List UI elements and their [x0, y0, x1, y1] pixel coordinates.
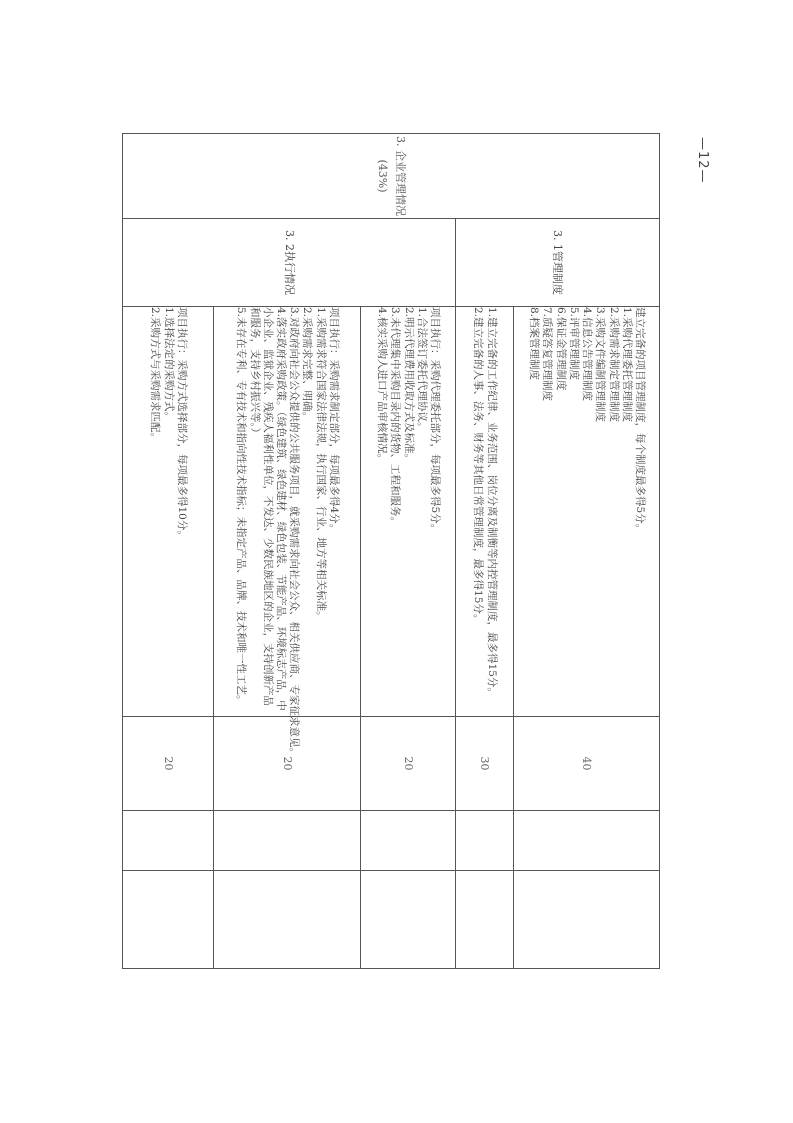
- blank-cell: [456, 871, 514, 969]
- blank-cell: [123, 871, 214, 969]
- content-line: 3.对政府向社会公众提供的公共服务项目，就采购需求向社会公众、相关供应商、专家征求意见。: [288, 307, 301, 759]
- content-line: 项目执行：采购需求制定部分，每项最多得4分。: [327, 307, 340, 535]
- content-line: 3.未代理集中采购目录内的货物、工程和服务。: [389, 307, 402, 528]
- sub-category-cell: [123, 219, 456, 307]
- score-cell: [514, 717, 660, 811]
- category-label: 3. 企业管理情况(43%): [376, 136, 407, 216]
- content-cell: [361, 307, 456, 717]
- category-cell: [123, 134, 660, 219]
- sub-category-cell: [456, 219, 660, 307]
- content-line: 1.选择法定的采购方式。: [162, 307, 175, 423]
- content-line: 2.采购需求完整、明确。: [301, 307, 314, 423]
- content-cell: [514, 307, 660, 717]
- blank-cell: [514, 811, 660, 871]
- content-line: 2.采购方式与采购需求匹配。: [149, 307, 162, 444]
- score-cell: [123, 717, 214, 811]
- content-line: 2.建立完备的人事、法务、财务等其他日常管理制度，最多得15分。: [472, 307, 485, 625]
- content-line: 6.保证金管理制度: [554, 307, 567, 391]
- content-cell: [214, 307, 361, 759]
- score-cell: [214, 717, 361, 811]
- sub-category-label: 3. 1管理制度: [551, 230, 565, 295]
- score-value: 20: [161, 756, 175, 771]
- content-line: 项目执行：采购代理委托部分，每项最多得5分。: [429, 307, 442, 535]
- score-cell: [361, 717, 456, 811]
- content-cell: [123, 307, 214, 717]
- content-line: 2.明示代理费用收取方式及标准。: [402, 307, 415, 465]
- content-line: 项目执行：采购方式选择部分，每项最多得10分。: [175, 307, 188, 541]
- content-line: 4.信息公告管理制度: [581, 307, 594, 402]
- content-line: 1.建立完备的工作纪律、业务范围、岗位分离及制衡等内控管理制度，最多得15分。: [485, 307, 498, 698]
- content-line: 7.质疑答复管理制度: [541, 307, 554, 402]
- score-cell: [456, 717, 514, 811]
- content-line: 1.采购需求符合国家法律法规，执行国家、行业、地方等相关标准。: [314, 307, 327, 622]
- content-line: 4.核实采购人进口产品审核情况。: [376, 307, 389, 465]
- sub-category-label: 3. 2执行情况: [282, 230, 296, 295]
- content-line: 建立完备的项目管理制度，每个制度最多得5分。: [633, 307, 646, 535]
- score-value: 30: [478, 756, 492, 771]
- score-value: 20: [280, 756, 294, 771]
- content-line: 3.采购文件编制管理制度: [594, 307, 607, 423]
- content-line: 4.落实政府采购政策。（绿色建筑、绿色建材、绿色包装、节能产品、环境标志产品，中小企业、监狱企业、残疾人福利性单位，不发达、少数民族地区的企业，支持创新产品和服务，支持乡村振兴等。）: [248, 307, 287, 711]
- table-row: [361, 134, 456, 969]
- content-cell: [456, 307, 514, 717]
- blank-cell: [123, 811, 214, 871]
- blank-cell: [214, 811, 361, 871]
- content-line: 5.评审管理制度: [567, 307, 580, 381]
- table-row: [514, 134, 660, 969]
- page-number: —12—: [695, 137, 710, 184]
- score-value: 20: [401, 756, 415, 771]
- rotated-table-page: [123, 133, 660, 968]
- blank-cell: [361, 811, 456, 871]
- blank-cell: [514, 871, 660, 969]
- content-line: 8.档案管理制度: [528, 307, 541, 381]
- content-line: 5.未存在专利、专有技术和指向性技术指标；未指定产品、品牌、技术和唯一性工艺。: [235, 307, 248, 706]
- content-line: 1.采购代理委托管理制度: [620, 307, 633, 423]
- content-line: 1.合法签订委托代理协议。: [415, 307, 428, 433]
- blank-cell: [361, 871, 456, 969]
- blank-cell: [214, 871, 361, 969]
- content-line: 2.采购需求制定管理制度: [607, 307, 620, 423]
- blank-cell: [456, 811, 514, 871]
- scoring-table: [122, 133, 660, 969]
- score-value: 40: [580, 756, 594, 771]
